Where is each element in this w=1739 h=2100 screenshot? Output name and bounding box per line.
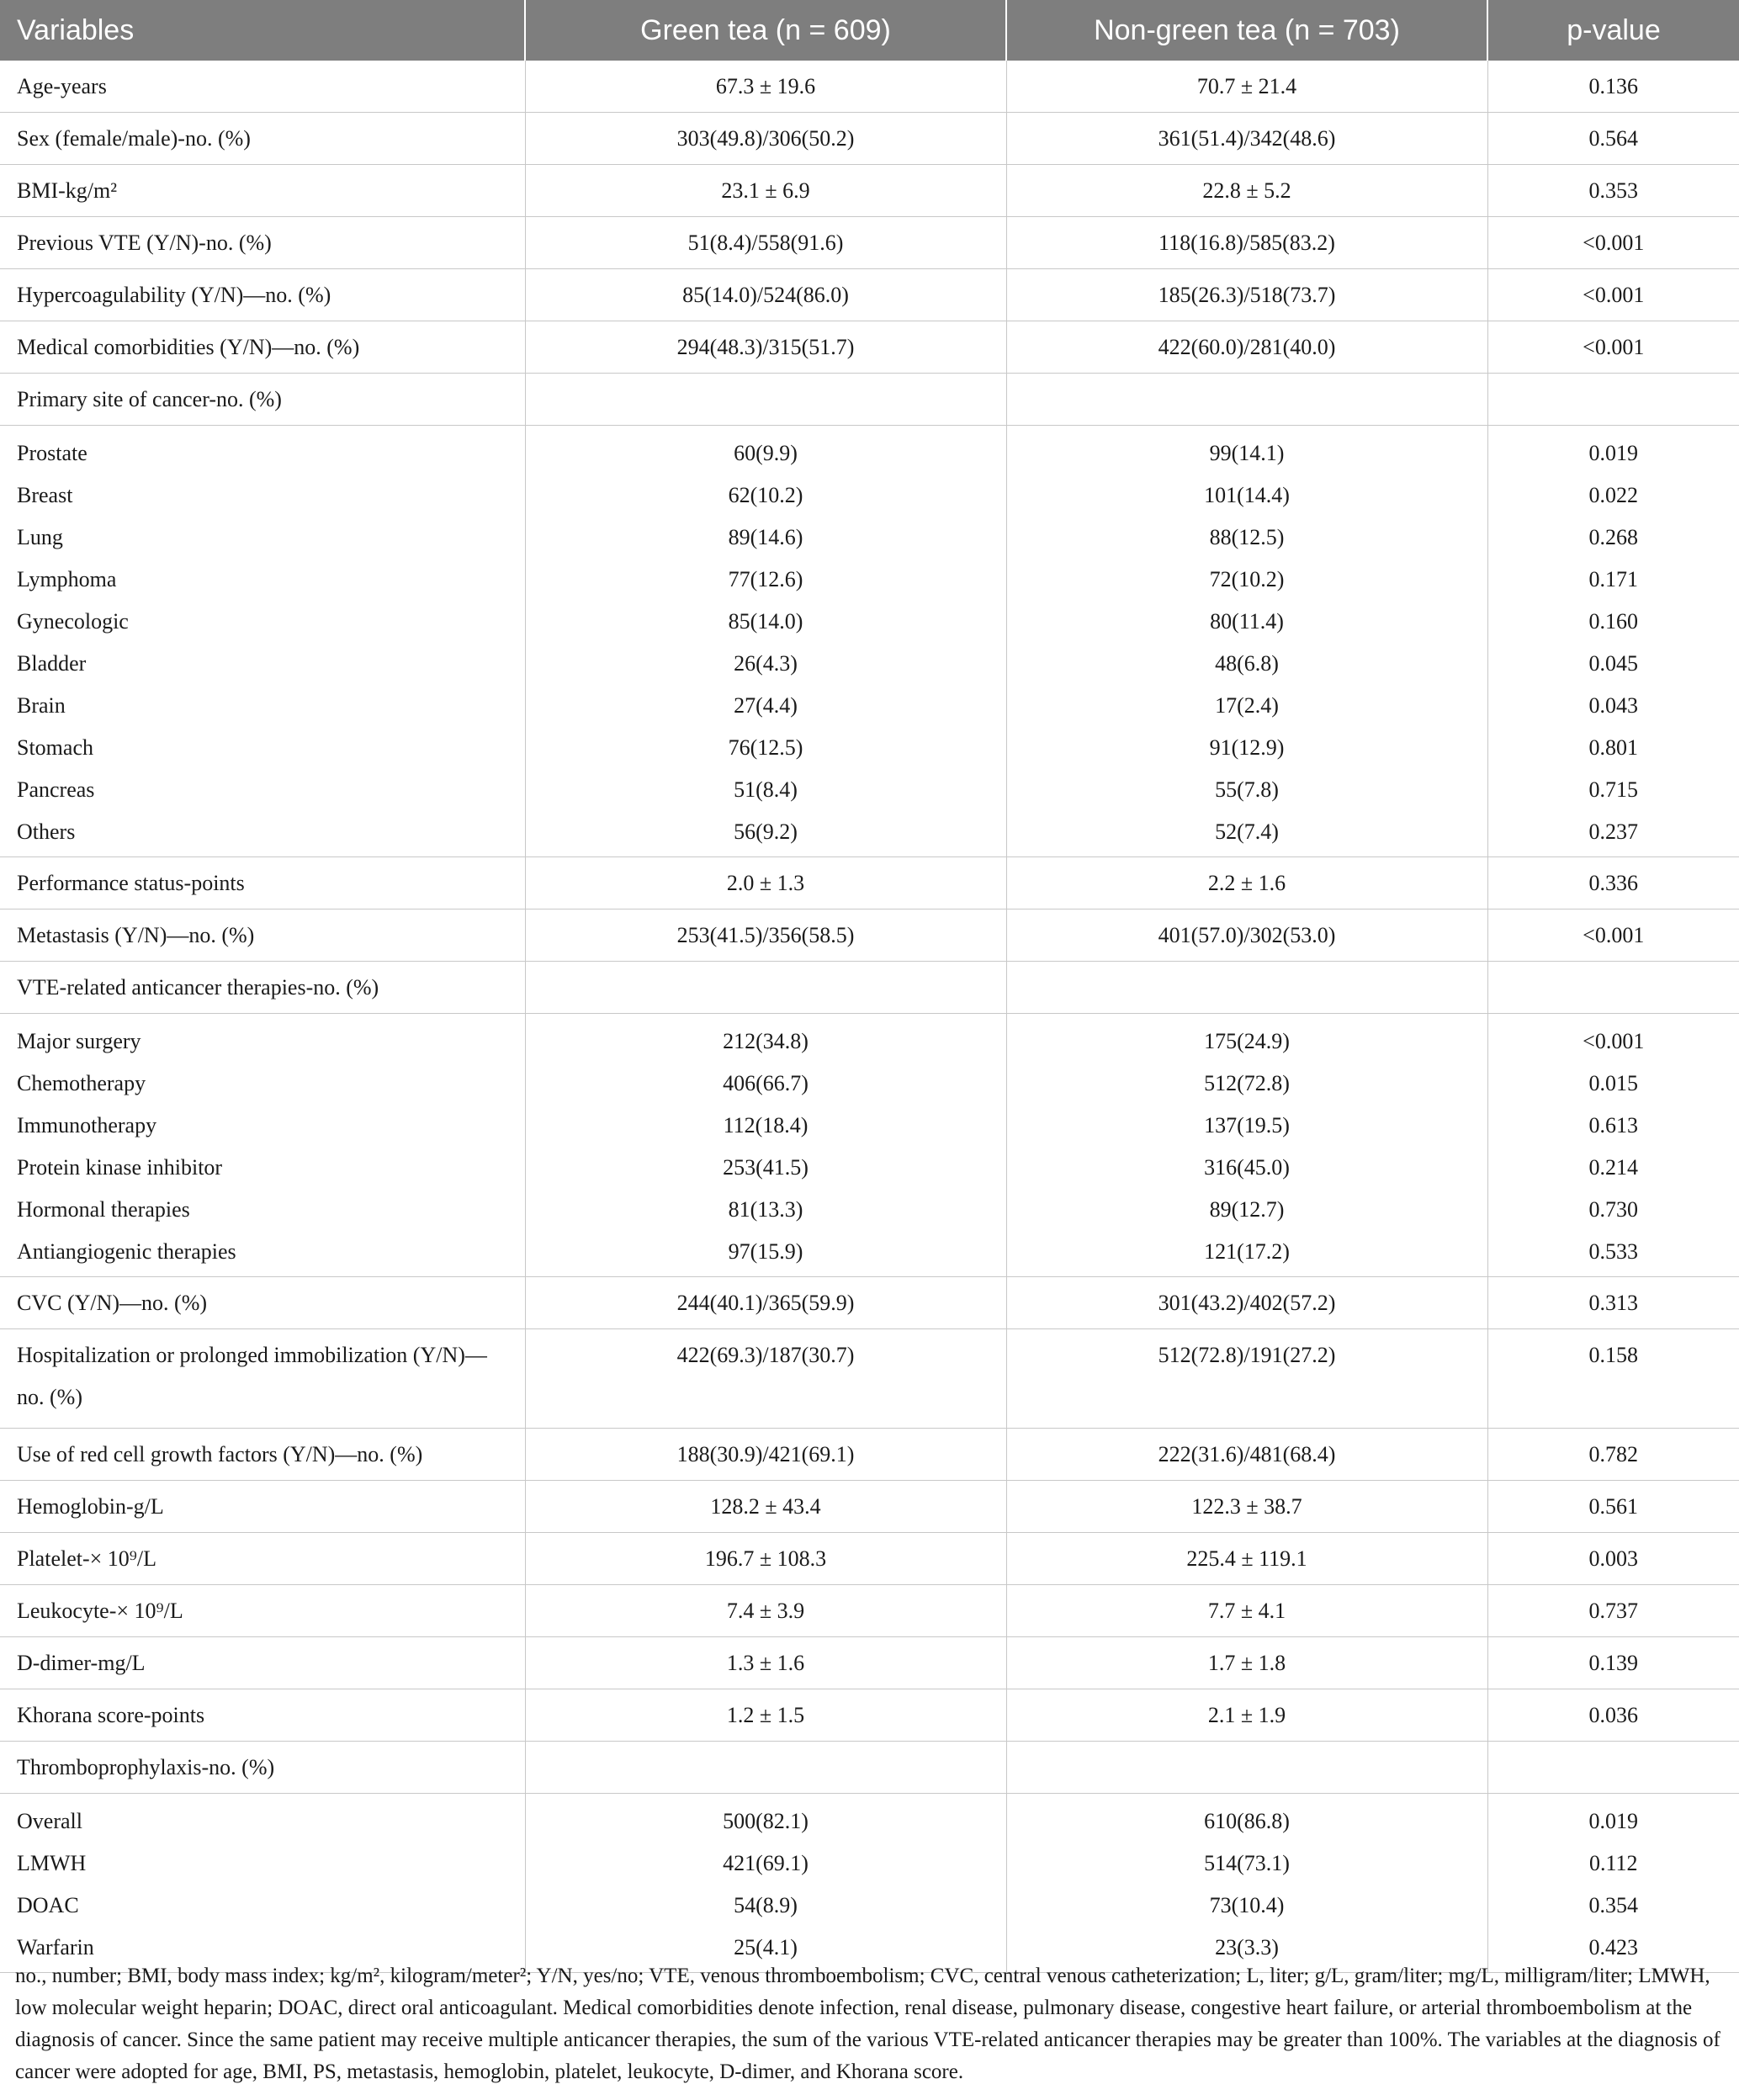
row-label: Hospitalization or prolonged immobilization (Y/N)—no. (%) <box>0 1329 525 1429</box>
non-green-tea-value: 122.3 ± 38.7 <box>1006 1481 1487 1533</box>
non-green-tea-value: 88(12.5) <box>1006 517 1487 559</box>
row-label: LMWH <box>0 1843 525 1885</box>
p-value: 0.043 <box>1588 693 1638 718</box>
row-label: Lymphoma <box>0 559 525 601</box>
green-tea-value: 26(4.3) <box>525 643 1006 685</box>
row-label: Major surgery <box>0 1014 525 1063</box>
row-label: Previous VTE (Y/N)-no. (%) <box>0 217 525 269</box>
p-value <box>1487 962 1739 1014</box>
table-row <box>0 811 1739 857</box>
non-green-tea-value: 52(7.4) <box>1006 811 1487 857</box>
header-non-green-tea: Non-green tea (n = 703) <box>1006 0 1487 61</box>
green-tea-value: 25(4.1) <box>525 1927 1006 1973</box>
green-tea-value: 294(48.3)/315(51.7) <box>525 321 1006 374</box>
table-row <box>0 1063 1739 1105</box>
row-label: Leukocyte-× 10⁹/L <box>0 1585 525 1637</box>
table-row <box>0 727 1739 769</box>
table-row <box>0 1231 1739 1277</box>
green-tea-value: 76(12.5) <box>525 727 1006 769</box>
table-row <box>0 559 1739 601</box>
table-row <box>0 165 1739 217</box>
green-tea-value: 253(41.5) <box>525 1147 1006 1189</box>
p-value: 0.533 <box>1487 1231 1739 1277</box>
row-label: Bladder <box>0 643 525 685</box>
row-label: Lung <box>0 517 525 559</box>
green-tea-value: 81(13.3) <box>525 1189 1006 1231</box>
p-value: 0.237 <box>1487 811 1739 857</box>
green-tea-value: 406(66.7) <box>525 1063 1006 1105</box>
table-row <box>0 601 1739 643</box>
non-green-tea-value: 610(86.8) <box>1006 1794 1487 1843</box>
non-green-tea-value: 73(10.4) <box>1006 1885 1487 1927</box>
p-value: 0.019 <box>1588 441 1638 465</box>
p-value: <0.001 <box>1487 909 1739 962</box>
non-green-tea-value: 101(14.4) <box>1006 475 1487 517</box>
row-label: Others <box>0 811 525 857</box>
non-green-tea-value <box>1006 374 1487 426</box>
green-tea-value: 253(41.5)/356(58.5) <box>525 909 1006 962</box>
row-label: Stomach <box>0 727 525 769</box>
non-green-tea-value: 225.4 ± 119.1 <box>1006 1533 1487 1585</box>
green-tea-value: 89(14.6) <box>525 517 1006 559</box>
green-tea-value: 422(69.3)/187(30.7) <box>525 1329 1006 1429</box>
non-green-tea-value: 89(12.7) <box>1006 1189 1487 1231</box>
green-tea-value: 51(8.4) <box>525 769 1006 811</box>
row-label: Immunotherapy <box>0 1105 525 1147</box>
green-tea-value: 67.3 ± 19.6 <box>525 61 1006 113</box>
p-value: 0.313 <box>1487 1277 1739 1329</box>
non-green-tea-value: 55(7.8) <box>1006 769 1487 811</box>
green-tea-value: 1.3 ± 1.6 <box>525 1637 1006 1689</box>
green-tea-value: 7.4 ± 3.9 <box>525 1585 1006 1637</box>
non-green-tea-value <box>1006 962 1487 1014</box>
non-green-tea-value: 99(14.1) <box>1006 426 1487 475</box>
table-row <box>0 1742 1739 1794</box>
green-tea-value: 212(34.8) <box>525 1014 1006 1063</box>
table-row <box>0 321 1739 374</box>
row-label: Medical comorbidities (Y/N)—no. (%) <box>0 321 525 374</box>
p-value: 0.003 <box>1487 1533 1739 1585</box>
p-value: <0.001 <box>1487 217 1739 269</box>
p-value: 0.730 <box>1588 1197 1638 1222</box>
table-row <box>0 1329 1739 1429</box>
p-value: 0.015 <box>1588 1071 1638 1095</box>
non-green-tea-value: 185(26.3)/518(73.7) <box>1006 269 1487 321</box>
row-label: Primary site of cancer-no. (%) <box>0 374 525 426</box>
table-row <box>0 643 1739 685</box>
green-tea-value: 60(9.9) <box>525 426 1006 475</box>
p-value: 0.801 <box>1588 735 1638 760</box>
green-tea-value: 77(12.6) <box>525 559 1006 601</box>
green-tea-value: 2.0 ± 1.3 <box>525 857 1006 909</box>
non-green-tea-value: 361(51.4)/342(48.6) <box>1006 113 1487 165</box>
p-value: <0.001 <box>1487 321 1739 374</box>
green-tea-value: 421(69.1) <box>525 1843 1006 1885</box>
non-green-tea-value: 512(72.8) <box>1006 1063 1487 1105</box>
row-label: Use of red cell growth factors (Y/N)—no. (%) <box>0 1429 525 1481</box>
row-label: BMI-kg/m² <box>0 165 525 217</box>
non-green-tea-value: 222(31.6)/481(68.4) <box>1006 1429 1487 1481</box>
green-tea-value: 188(30.9)/421(69.1) <box>525 1429 1006 1481</box>
green-tea-value: 303(49.8)/306(50.2) <box>525 113 1006 165</box>
row-label: Thromboprophylaxis-no. (%) <box>0 1742 525 1794</box>
row-label: Brain <box>0 685 525 727</box>
non-green-tea-value: 316(45.0) <box>1006 1147 1487 1189</box>
p-value: 0.019 <box>1588 1809 1638 1833</box>
header-green-tea: Green tea (n = 609) <box>525 0 1006 61</box>
green-tea-value: 56(9.2) <box>525 811 1006 857</box>
non-green-tea-value: 137(19.5) <box>1006 1105 1487 1147</box>
row-label: Age-years <box>0 61 525 113</box>
p-value: 0.423 <box>1487 1927 1739 1973</box>
green-tea-value: 500(82.1) <box>525 1794 1006 1843</box>
non-green-tea-value: 1.7 ± 1.8 <box>1006 1637 1487 1689</box>
p-value <box>1487 374 1739 426</box>
table-row <box>0 1429 1739 1481</box>
p-value: <0.001 <box>1583 1029 1645 1053</box>
green-tea-value <box>525 374 1006 426</box>
table-row <box>0 909 1739 962</box>
non-green-tea-value: 118(16.8)/585(83.2) <box>1006 217 1487 269</box>
table-row <box>0 517 1739 559</box>
table-row <box>0 426 1739 475</box>
non-green-tea-value: 121(17.2) <box>1006 1231 1487 1277</box>
table-row <box>0 475 1739 517</box>
row-label: Platelet-× 10⁹/L <box>0 1533 525 1585</box>
p-value: 0.036 <box>1487 1689 1739 1742</box>
p-value: 0.782 <box>1487 1429 1739 1481</box>
non-green-tea-value: 17(2.4) <box>1006 685 1487 727</box>
table-row <box>0 1885 1739 1927</box>
green-tea-value: 196.7 ± 108.3 <box>525 1533 1006 1585</box>
table-row <box>0 1105 1739 1147</box>
table-row <box>0 962 1739 1014</box>
p-value <box>1487 1742 1739 1794</box>
row-label: Warfarin <box>0 1927 525 1973</box>
table-row <box>0 1585 1739 1637</box>
non-green-tea-value: 23(3.3) <box>1006 1927 1487 1973</box>
table-row <box>0 769 1739 811</box>
table-row <box>0 685 1739 727</box>
p-value: 0.613 <box>1588 1113 1638 1138</box>
p-value: 0.737 <box>1487 1585 1739 1637</box>
row-label: Performance status-points <box>0 857 525 909</box>
p-value: 0.158 <box>1487 1329 1739 1429</box>
p-value: 0.045 <box>1588 651 1638 676</box>
green-tea-value: 23.1 ± 6.9 <box>525 165 1006 217</box>
non-green-tea-value: 72(10.2) <box>1006 559 1487 601</box>
header-variables: Variables <box>0 0 525 61</box>
green-tea-value: 112(18.4) <box>525 1105 1006 1147</box>
green-tea-value: 62(10.2) <box>525 475 1006 517</box>
non-green-tea-value: 2.1 ± 1.9 <box>1006 1689 1487 1742</box>
green-tea-value: 27(4.4) <box>525 685 1006 727</box>
table-row <box>0 1147 1739 1189</box>
p-value: 0.139 <box>1487 1637 1739 1689</box>
non-green-tea-value: 91(12.9) <box>1006 727 1487 769</box>
non-green-tea-value: 70.7 ± 21.4 <box>1006 61 1487 113</box>
table-row <box>0 1689 1739 1742</box>
table-row <box>0 1277 1739 1329</box>
row-label: Hemoglobin-g/L <box>0 1481 525 1533</box>
row-label: Antiangiogenic therapies <box>0 1231 525 1277</box>
p-value: 0.214 <box>1588 1155 1638 1180</box>
green-tea-value <box>525 962 1006 1014</box>
p-value: 0.112 <box>1588 1851 1638 1875</box>
row-label: CVC (Y/N)—no. (%) <box>0 1277 525 1329</box>
table-row <box>0 1481 1739 1533</box>
table-row <box>0 61 1739 113</box>
p-value: 0.160 <box>1588 609 1638 634</box>
p-value: 0.136 <box>1487 61 1739 113</box>
green-tea-value: 1.2 ± 1.5 <box>525 1689 1006 1742</box>
row-label: Hypercoagulability (Y/N)—no. (%) <box>0 269 525 321</box>
non-green-tea-value: 512(72.8)/191(27.2) <box>1006 1329 1487 1429</box>
p-value: 0.171 <box>1588 567 1638 591</box>
non-green-tea-value: 22.8 ± 5.2 <box>1006 165 1487 217</box>
row-label: Sex (female/male)-no. (%) <box>0 113 525 165</box>
green-tea-value: 51(8.4)/558(91.6) <box>525 217 1006 269</box>
green-tea-value: 128.2 ± 43.4 <box>525 1481 1006 1533</box>
table-row <box>0 217 1739 269</box>
p-value: 0.268 <box>1588 525 1638 549</box>
p-value: 0.564 <box>1487 113 1739 165</box>
p-value: 0.353 <box>1487 165 1739 217</box>
table-row <box>0 269 1739 321</box>
table-row <box>0 113 1739 165</box>
p-value: 0.022 <box>1588 483 1638 507</box>
p-value: 0.715 <box>1588 777 1638 802</box>
header-p-value: p-value <box>1487 0 1739 61</box>
green-tea-value: 97(15.9) <box>525 1231 1006 1277</box>
p-value: <0.001 <box>1487 269 1739 321</box>
green-tea-value: 85(14.0) <box>525 601 1006 643</box>
table-row <box>0 374 1739 426</box>
row-label: Breast <box>0 475 525 517</box>
green-tea-value: 85(14.0)/524(86.0) <box>525 269 1006 321</box>
p-value: 0.561 <box>1487 1481 1739 1533</box>
table-row <box>0 1533 1739 1585</box>
non-green-tea-value: 48(6.8) <box>1006 643 1487 685</box>
table-row <box>0 857 1739 909</box>
row-label: Overall <box>0 1794 525 1843</box>
non-green-tea-value: 301(43.2)/402(57.2) <box>1006 1277 1487 1329</box>
row-label: Protein kinase inhibitor <box>0 1147 525 1189</box>
table-footnote: no., number; BMI, body mass index; kg/m², kilogram/meter²; Y/N, yes/no; VTE, venous thromboembolism; CVC, central venous catheterization; L, liter; g/L, gram/liter; mg/L, milligram/liter; LMWH, low molecular weight heparin; DOAC, direct oral anticoagulant. Medical comorbidities denote infection, renal disease, pulmonary disease, congestive heart failure, or arterial thromboembolism at the diagnosis of cancer. Since the same patient may receive multiple anticancer therapies, the sum of the various VTE-related anticancer therapies may be greater than 100%. The variables at the diagnosis of cancer were adopted for age, BMI, PS, metastasis, hemoglobin, platelet, leukocyte, D-dimer, and Khorana score. <box>15 1965 1720 2083</box>
table-row <box>0 1794 1739 1843</box>
non-green-tea-value: 2.2 ± 1.6 <box>1006 857 1487 909</box>
table-row <box>0 1189 1739 1231</box>
row-label: VTE-related anticancer therapies-no. (%) <box>0 962 525 1014</box>
row-label: DOAC <box>0 1885 525 1927</box>
row-label: Metastasis (Y/N)—no. (%) <box>0 909 525 962</box>
p-value: 0.336 <box>1487 857 1739 909</box>
non-green-tea-value <box>1006 1742 1487 1794</box>
row-label: Pancreas <box>0 769 525 811</box>
table-row <box>0 1637 1739 1689</box>
table-row <box>0 1014 1739 1063</box>
row-label: Chemotherapy <box>0 1063 525 1105</box>
row-label: Gynecologic <box>0 601 525 643</box>
table-header-row <box>0 0 1739 61</box>
non-green-tea-value: 80(11.4) <box>1006 601 1487 643</box>
non-green-tea-value: 401(57.0)/302(53.0) <box>1006 909 1487 962</box>
row-label: Prostate <box>0 426 525 475</box>
row-label: Khorana score-points <box>0 1689 525 1742</box>
green-tea-value: 54(8.9) <box>525 1885 1006 1927</box>
green-tea-value: 244(40.1)/365(59.9) <box>525 1277 1006 1329</box>
non-green-tea-value: 7.7 ± 4.1 <box>1006 1585 1487 1637</box>
table-row <box>0 1843 1739 1885</box>
green-tea-value <box>525 1742 1006 1794</box>
non-green-tea-value: 514(73.1) <box>1006 1843 1487 1885</box>
row-label: Hormonal therapies <box>0 1189 525 1231</box>
row-label: D-dimer-mg/L <box>0 1637 525 1689</box>
non-green-tea-value: 422(60.0)/281(40.0) <box>1006 321 1487 374</box>
p-value: 0.354 <box>1588 1893 1638 1917</box>
non-green-tea-value: 175(24.9) <box>1006 1014 1487 1063</box>
